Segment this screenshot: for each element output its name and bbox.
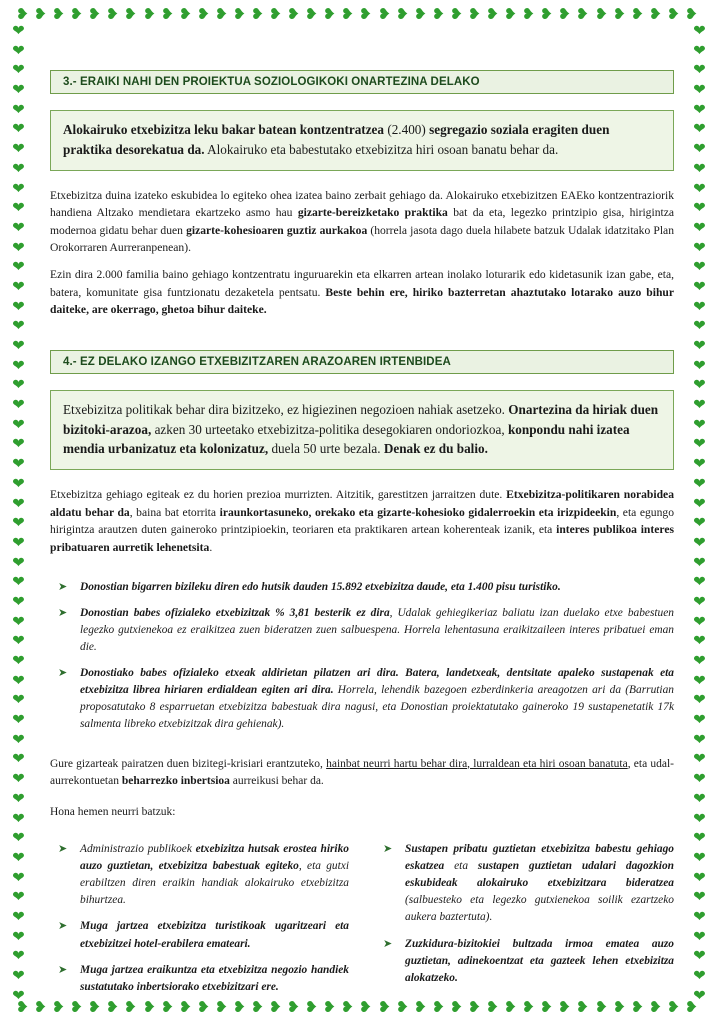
leaf-ornament: ❥ [593, 7, 608, 23]
leaf-ornament: ❥ [690, 377, 707, 391]
leaf-ornament: ❥ [141, 7, 156, 23]
p41-b: Etxebizitza-politikaren norabidea aldatu behar da [50, 488, 674, 519]
leaf-ornament: ❥ [87, 1000, 102, 1016]
p32-a: Ezin dira 2.000 familia baino gehiago kontzentratu inguruarekin eta elkarren artean inolako loturarik edo kidetasunik izan gabe, eta, batera, komunitate gisa funtzionatu dezaketela pentsatu. [50, 268, 674, 299]
p31-d: gizarte-kohesioaren guztiz aurkakoa [186, 223, 368, 237]
leaf-ornament: ❥ [690, 731, 707, 745]
leaf-ornament: ❥ [8, 909, 25, 922]
leaf-ornament: ❥ [690, 968, 707, 981]
bullet-arrow-icon: ➤ [58, 920, 68, 933]
leaf-ornament: ❥ [8, 515, 25, 528]
leaf-ornament: ❥ [690, 928, 707, 942]
callout-3-part1: Alokairuko etxebizitza leku bakar batean kontzentratzea [63, 122, 385, 137]
leaf-ornament: ❥ [196, 7, 210, 23]
list-item-text: etxebizitza hutsak erostea hiriko auzo guztietan, etxebizitza babestuak egiteko [80, 843, 349, 873]
leaf-ornament: ❥ [690, 771, 707, 784]
leaf-ornament: ❥ [690, 101, 707, 115]
leaf-ornament: ❥ [358, 1000, 373, 1016]
facts-bullet-list [50, 579, 674, 734]
leaf-ornament: ❥ [268, 1000, 283, 1016]
list-item-text: Zuzkidura-bizitokiei bultzada irmoa ematea auzo guztietan, adinekoentzat eta gazteek lehen etxebizitza alokatzeko. [405, 937, 674, 984]
leaf-ornament: ❥ [232, 7, 247, 23]
leaf-ornament: ❥ [322, 1000, 337, 1016]
leaf-ornament: ❥ [690, 554, 707, 568]
leaf-ornament: ❥ [690, 613, 707, 627]
list-item [375, 936, 674, 987]
leaf-ornament: ❥ [684, 7, 699, 23]
note-measures-intro [50, 756, 674, 792]
leaf-ornament: ❥ [8, 318, 25, 332]
leaf-ornament: ❥ [690, 495, 707, 509]
list-item [50, 962, 349, 996]
leaf-ornament: ❥ [8, 259, 25, 273]
leaf-ornament: ❥ [690, 948, 707, 962]
leaf-ornament: ❥ [304, 1000, 319, 1016]
leaf-ornament: ❥ [467, 7, 482, 23]
leaf-ornament: ❥ [690, 23, 707, 36]
leaf-ornament: ❥ [105, 1000, 120, 1016]
leaf-ornament: ❥ [196, 1000, 210, 1016]
border-left [10, 22, 23, 1002]
list-item-text: sustapen guztietan udalari dagozkion eskubideak alokairuko etxebizitzara bideratzea [405, 860, 675, 890]
leaf-ornament: ❥ [611, 7, 626, 23]
section-heading-3: 3.- ERAIKI NAHI DEN PROIEKTUA SOZIOLOGIKOKI ONARTEZINA DELAKO [50, 70, 674, 94]
leaf-ornament: ❥ [250, 1000, 265, 1016]
paragraph-3-1 [50, 187, 674, 257]
leaf-ornament: ❥ [178, 1000, 192, 1016]
p41-e: , eta egungo hirigintza arautzen duten gaineroko printzipioekin, teoriaren eta praktikaren artean koherenteak izanik, eta [50, 505, 674, 537]
leaf-ornament: ❥ [690, 535, 707, 548]
leaf-ornament: ❥ [8, 633, 25, 647]
callout-4-part3: azken 30 urteetako etxebizitza-politika desegokiaren ondoriozkoa, [151, 421, 508, 437]
leaf-ornament: ❥ [8, 377, 25, 391]
leaf-ornament: ❥ [8, 613, 25, 627]
leaf-ornament: ❥ [666, 7, 681, 23]
leaf-ornament: ❥ [8, 574, 25, 588]
bullet-arrow-icon: ➤ [58, 606, 68, 619]
callout-3-part2: (2.400) [384, 122, 430, 137]
leaf-ornament: ❥ [8, 436, 25, 450]
leaf-ornament: ❥ [690, 850, 707, 863]
leaf-ornament: ❥ [8, 121, 25, 135]
list-item-text: Donostiako babes ofizialeko etxeak aldirietan pilatzen ari dira. Batera, landetxeak, dentsitate apaleko sustapenak eta etxebizitza librea hiriaren erdialdean egiten ari dira. [80, 667, 674, 697]
leaf-ornament: ❥ [8, 653, 25, 666]
leaf-ornament: ❥ [15, 7, 30, 23]
leaf-ornament: ❥ [69, 7, 84, 23]
p32-b: Beste behin ere, hiriko bazterretan ahaztutako lotarako auzo bihur daiteke, are okerrago, ghetoa bihur daiteke. [50, 285, 674, 317]
leaf-ornament: ❥ [690, 909, 707, 922]
leaf-ornament: ❥ [51, 1000, 66, 1016]
leaf-ornament: ❥ [690, 574, 707, 588]
leaf-ornament: ❥ [690, 161, 707, 174]
leaf-ornament: ❥ [690, 692, 707, 706]
leaf-ornament: ❥ [8, 279, 25, 292]
leaf-ornament: ❥ [340, 1000, 355, 1016]
p41-a: Etxebizitza gehiago egiteak ez du horien prezioa murrizten. Aitzitik, garestitzen jarraitzen dute. [50, 488, 507, 502]
list-item-text: , Udalak gehiegikeriaz baliatu izan duelako etxe babestuen legezko gutxienekoa ez eraikitzea zuen bideratzen zuen salbuespena. Horrela lehentasuna eraikitzaileen interes pribatuei eman die. [80, 606, 675, 654]
leaf-ornament: ❥ [690, 82, 707, 95]
leaf-ornament: ❥ [8, 82, 25, 95]
leaf-ornament: ❥ [690, 318, 707, 332]
leaf-ornament: ❥ [690, 141, 707, 154]
p41-d: iraunkortasuneko, orekako eta gizarte-kohesioko gidalerroekin eta irizpideekin [219, 505, 617, 519]
leaf-ornament: ❥ [8, 712, 25, 725]
leaf-ornament: ❥ [340, 7, 355, 23]
leaf-ornament: ❥ [630, 7, 644, 23]
leaf-ornament: ❥ [8, 968, 25, 981]
callout-4-part1: Etxebizitza politikak behar dira bizitzeko, ez higiezinen negozioen nahiak asetzeko. [63, 401, 509, 417]
leaf-ornament: ❥ [690, 259, 707, 273]
leaf-ornament: ❥ [8, 830, 25, 843]
note-d: beharrezko inbertsioa [121, 775, 230, 788]
list-item-text: , eta gutxi erabiltzen diren eraikin handiak alokairuko etxebizitza bihurtzea. [80, 860, 349, 907]
leaf-ornament: ❥ [575, 1000, 590, 1016]
leaf-ornament: ❥ [8, 889, 25, 903]
callout-3-part3: segregazio soziala eragiten duen praktika desorekatua da. [63, 122, 610, 157]
leaf-ornament: ❥ [521, 7, 536, 23]
leaf-ornament: ❥ [8, 495, 25, 509]
leaf-ornament: ❥ [8, 476, 25, 489]
leaf-ornament: ❥ [8, 672, 25, 686]
leaf-ornament: ❥ [123, 1000, 138, 1016]
leaf-ornament: ❥ [123, 7, 138, 23]
leaf-ornament: ❥ [413, 7, 427, 23]
leaf-ornament: ❥ [690, 830, 707, 843]
leaf-ornament: ❥ [8, 62, 25, 76]
leaf-ornament: ❥ [159, 1000, 174, 1016]
leaf-ornament: ❥ [8, 456, 25, 469]
leaf-ornament: ❥ [286, 1000, 301, 1016]
leaf-ornament: ❥ [8, 220, 25, 233]
leaf-ornament: ❥ [395, 7, 409, 23]
p41-f: interes publikoa interes pribatuaren aurretik lehenetsita [50, 523, 674, 555]
section-heading-4: 4.- EZ DELAKO IZANGO ETXEBIZITZAREN ARAZOAREN IRTENBIDEA [50, 350, 674, 374]
callout-section-3 [50, 110, 674, 171]
leaf-ornament: ❥ [690, 298, 707, 312]
leaf-ornament: ❥ [503, 1000, 518, 1016]
leaf-ornament: ❥ [690, 42, 707, 56]
list-item-text: (salbuesteko eta legezko gutxienekoa soilik ezartzeko aukera baztertuta). [405, 894, 674, 924]
leaf-ornament: ❥ [214, 7, 229, 23]
leaf-ornament: ❥ [87, 7, 102, 23]
list-item [375, 841, 674, 927]
p31-a: Etxebizitza duina izateko eskubidea lo egiteko ohea izatea baino zerbait gehiago da. Alokairuko etxebizitzen EAEko kontzentraziorik handiena Altzako mendietara ekartzeko asmo hau [50, 188, 674, 220]
p31-e: (horrela jasota dago duela hilabete batzuk Udalak idatzitako Plan Orokorraren Aurreranpenean). [50, 223, 674, 255]
leaf-ornament: ❥ [557, 1000, 572, 1016]
leaf-ornament: ❥ [8, 594, 25, 607]
leaf-ornament: ❥ [33, 1000, 48, 1016]
document-page [50, 70, 675, 993]
leaf-ornament: ❥ [690, 416, 707, 430]
leaf-ornament: ❥ [690, 889, 707, 903]
list-item-text: eta [454, 860, 478, 873]
callout-4-part2: Onartezina da hiriak duen bizitoki-arazoa, [63, 401, 659, 437]
leaf-ornament: ❥ [395, 1000, 409, 1016]
leaf-ornament: ❥ [159, 7, 174, 23]
list-item-text: Sustapen pribatu guztietan etxebizitza babestu gehiago eskatzea [405, 843, 674, 873]
list-item [50, 918, 349, 952]
list-item-text: Muga jartzea etxebizitza turistikoak ugaritzeari eta etxebizitzei hotel-erabilera emateari. [80, 920, 349, 950]
leaf-ornament: ❥ [413, 1000, 427, 1016]
leaf-ornament: ❥ [449, 7, 464, 23]
list-item-text: Donostian bigarren bizileku diren edo hutsik dauden 15.892 etxebizitza daude, eta 1.400 pisu turistiko. [80, 580, 561, 593]
list-item [50, 579, 674, 596]
measures-column-left [50, 841, 349, 1005]
list-item-text: Muga jartzea eraikuntza eta etxebizitza negozio handiek sustatutako inbertsiorako etxebizitzari ere. [80, 963, 349, 993]
leaf-ornament: ❥ [690, 200, 707, 213]
leaf-ornament: ❥ [178, 7, 192, 23]
callout-section-4 [50, 390, 674, 470]
leaf-ornament: ❥ [521, 1000, 536, 1016]
note-c: , eta udal-aurrekontuetan [50, 757, 674, 788]
measures-lead-in: Hona hemen neurri batzuk: [50, 806, 176, 819]
leaf-ornament: ❥ [575, 7, 590, 23]
leaf-ornament: ❥ [8, 948, 25, 962]
callout-4-part4: konpondu nahi izatea mendia urbanizatuz eta kolonizatuz, [63, 421, 630, 457]
leaf-ornament: ❥ [8, 357, 25, 371]
paragraph-3-2 [50, 266, 674, 319]
leaf-ornament: ❥ [8, 338, 25, 351]
leaf-ornament: ❥ [8, 200, 25, 213]
leaf-ornament: ❥ [690, 869, 707, 883]
leaf-ornament: ❥ [557, 7, 572, 23]
callout-4-part6: Denak ez du balio. [383, 441, 488, 457]
leaf-ornament: ❥ [690, 239, 707, 253]
leaf-ornament: ❥ [684, 1000, 699, 1016]
border-right [690, 22, 707, 1002]
paragraph-4-1 [50, 486, 674, 556]
leaf-ornament: ❥ [648, 1000, 662, 1016]
leaf-ornament: ❥ [690, 515, 707, 528]
leaf-ornament: ❥ [690, 220, 707, 233]
bullet-arrow-icon: ➤ [383, 843, 393, 855]
leaf-ornament: ❥ [431, 7, 446, 23]
leaf-ornament: ❥ [690, 397, 707, 410]
note-a: Gure gizarteak pairatzen duen bizitegi-krisiari erantzuteko, [50, 757, 327, 770]
leaf-ornament: ❥ [51, 7, 66, 23]
leaf-ornament: ❥ [286, 7, 301, 23]
measures-list-left [50, 841, 349, 996]
leaf-ornament: ❥ [690, 62, 707, 76]
leaf-ornament: ❥ [690, 712, 707, 725]
leaf-ornament: ❥ [690, 633, 707, 647]
leaf-ornament: ❥ [8, 23, 25, 36]
leaf-ornament: ❥ [8, 239, 25, 253]
leaf-ornament: ❥ [141, 1000, 156, 1016]
leaf-ornament: ❥ [690, 180, 707, 194]
note-e: aurreikusi behar da. [229, 775, 324, 788]
leaf-ornament: ❥ [666, 1000, 681, 1016]
leaf-ornament: ❥ [690, 751, 707, 765]
leaf-ornament: ❥ [690, 357, 707, 371]
leaf-ornament: ❥ [8, 692, 25, 706]
leaf-ornament: ❥ [8, 180, 25, 194]
callout-3-part4: Alokairuko eta babestutako etxebizitza hiri osoan banatu behar da. [204, 141, 559, 157]
leaf-ornament: ❥ [232, 1000, 247, 1016]
list-item-text: Horrela, lehendik bazegoen ezberdinkeria areagotzen ari da [333, 684, 622, 697]
leaf-ornament: ❥ [690, 987, 707, 1001]
callout-4-part5: duela 50 urte bezala. [268, 441, 384, 457]
p41-c: , baina bat etorrita [129, 505, 220, 519]
bullet-arrow-icon: ➤ [58, 843, 68, 855]
leaf-ornament: ❥ [8, 850, 25, 863]
leaf-ornament: ❥ [8, 928, 25, 942]
list-item [50, 665, 674, 733]
bullet-arrow-icon: ➤ [58, 580, 68, 593]
leaf-ornament: ❥ [8, 298, 25, 312]
leaf-ornament: ❥ [690, 653, 707, 666]
leaf-ornament: ❥ [8, 810, 25, 824]
leaf-ornament: ❥ [690, 436, 707, 450]
leaf-ornament: ❥ [648, 7, 662, 23]
leaf-ornament: ❥ [376, 1000, 391, 1016]
leaf-ornament: ❥ [105, 7, 120, 23]
leaf-ornament: ❥ [690, 476, 707, 489]
leaf-ornament: ❥ [690, 456, 707, 469]
leaf-ornament: ❥ [8, 731, 25, 745]
measures-list-right [375, 841, 674, 987]
leaf-ornament: ❥ [690, 279, 707, 292]
leaf-ornament: ❥ [8, 535, 25, 548]
leaf-ornament: ❥ [485, 1000, 500, 1016]
list-item-text: (Barrutian proposatutako 8 esparruetan etxebizitza babestuak dira nagusi, eta Donostian proiektatutako gaineroko 19 sustapenetatik 17k salmenta libreko etxebizitzak dira gehienak). [80, 684, 674, 731]
note-b: hainbat neurri hartu behar dira, lurraldean eta hiri osoan banatuta [326, 757, 628, 770]
leaf-ornament: ❥ [8, 554, 25, 568]
list-item [50, 841, 349, 909]
p31-c: bat da eta, legezko printzipio gisa, hirigintza modernoa gidatu behar duen [50, 206, 674, 237]
leaf-ornament: ❥ [449, 1000, 464, 1016]
leaf-ornament: ❥ [250, 7, 265, 23]
leaf-ornament: ❥ [431, 1000, 446, 1016]
leaf-ornament: ❥ [690, 338, 707, 351]
p41-g: . [209, 541, 213, 555]
list-item [50, 605, 674, 656]
leaf-ornament: ❥ [33, 7, 48, 23]
leaf-ornament: ❥ [8, 751, 25, 765]
leaf-ornament: ❥ [503, 7, 518, 23]
leaf-ornament: ❥ [8, 987, 25, 1001]
leaf-ornament: ❥ [8, 101, 25, 115]
leaf-ornament: ❥ [630, 1000, 644, 1016]
leaf-ornament: ❥ [8, 869, 25, 883]
leaf-ornament: ❥ [467, 1000, 482, 1016]
leaf-ornament: ❥ [8, 141, 25, 154]
measures-columns [50, 841, 674, 1005]
leaf-ornament: ❥ [593, 1000, 608, 1016]
leaf-ornament: ❥ [15, 1000, 30, 1016]
leaf-ornament: ❥ [8, 42, 25, 56]
leaf-ornament: ❥ [539, 7, 554, 23]
list-item-text: Donostian babes ofizialeko etxebizitzak % 3,81 besterik ez dira [80, 606, 390, 619]
leaf-ornament: ❥ [539, 1000, 554, 1016]
leaf-ornament: ❥ [322, 7, 337, 23]
leaf-ornament: ❥ [611, 1000, 626, 1016]
leaf-ornament: ❥ [69, 1000, 84, 1016]
bullet-arrow-icon: ➤ [58, 667, 68, 680]
bullet-arrow-icon: ➤ [383, 937, 393, 950]
leaf-ornament: ❥ [376, 7, 391, 23]
leaf-ornament: ❥ [690, 672, 707, 686]
border-top [16, 8, 698, 23]
leaf-ornament: ❥ [8, 397, 25, 410]
leaf-ornament: ❥ [485, 7, 500, 23]
p31-b: gizarte-bereizketako praktika [297, 206, 448, 220]
leaf-ornament: ❥ [8, 771, 25, 784]
leaf-ornament: ❥ [690, 594, 707, 607]
leaf-ornament: ❥ [304, 7, 319, 23]
leaf-ornament: ❥ [8, 416, 25, 430]
leaf-ornament: ❥ [268, 7, 283, 23]
bullet-arrow-icon: ➤ [58, 963, 68, 976]
leaf-ornament: ❥ [214, 1000, 229, 1016]
measures-column-right [375, 841, 674, 1005]
list-item-text: Administrazio publikoek [80, 843, 196, 855]
leaf-ornament: ❥ [690, 121, 707, 135]
leaf-ornament: ❥ [8, 161, 25, 174]
leaf-ornament: ❥ [690, 791, 707, 804]
leaf-ornament: ❥ [358, 7, 373, 23]
leaf-ornament: ❥ [8, 791, 25, 804]
leaf-ornament: ❥ [690, 810, 707, 824]
